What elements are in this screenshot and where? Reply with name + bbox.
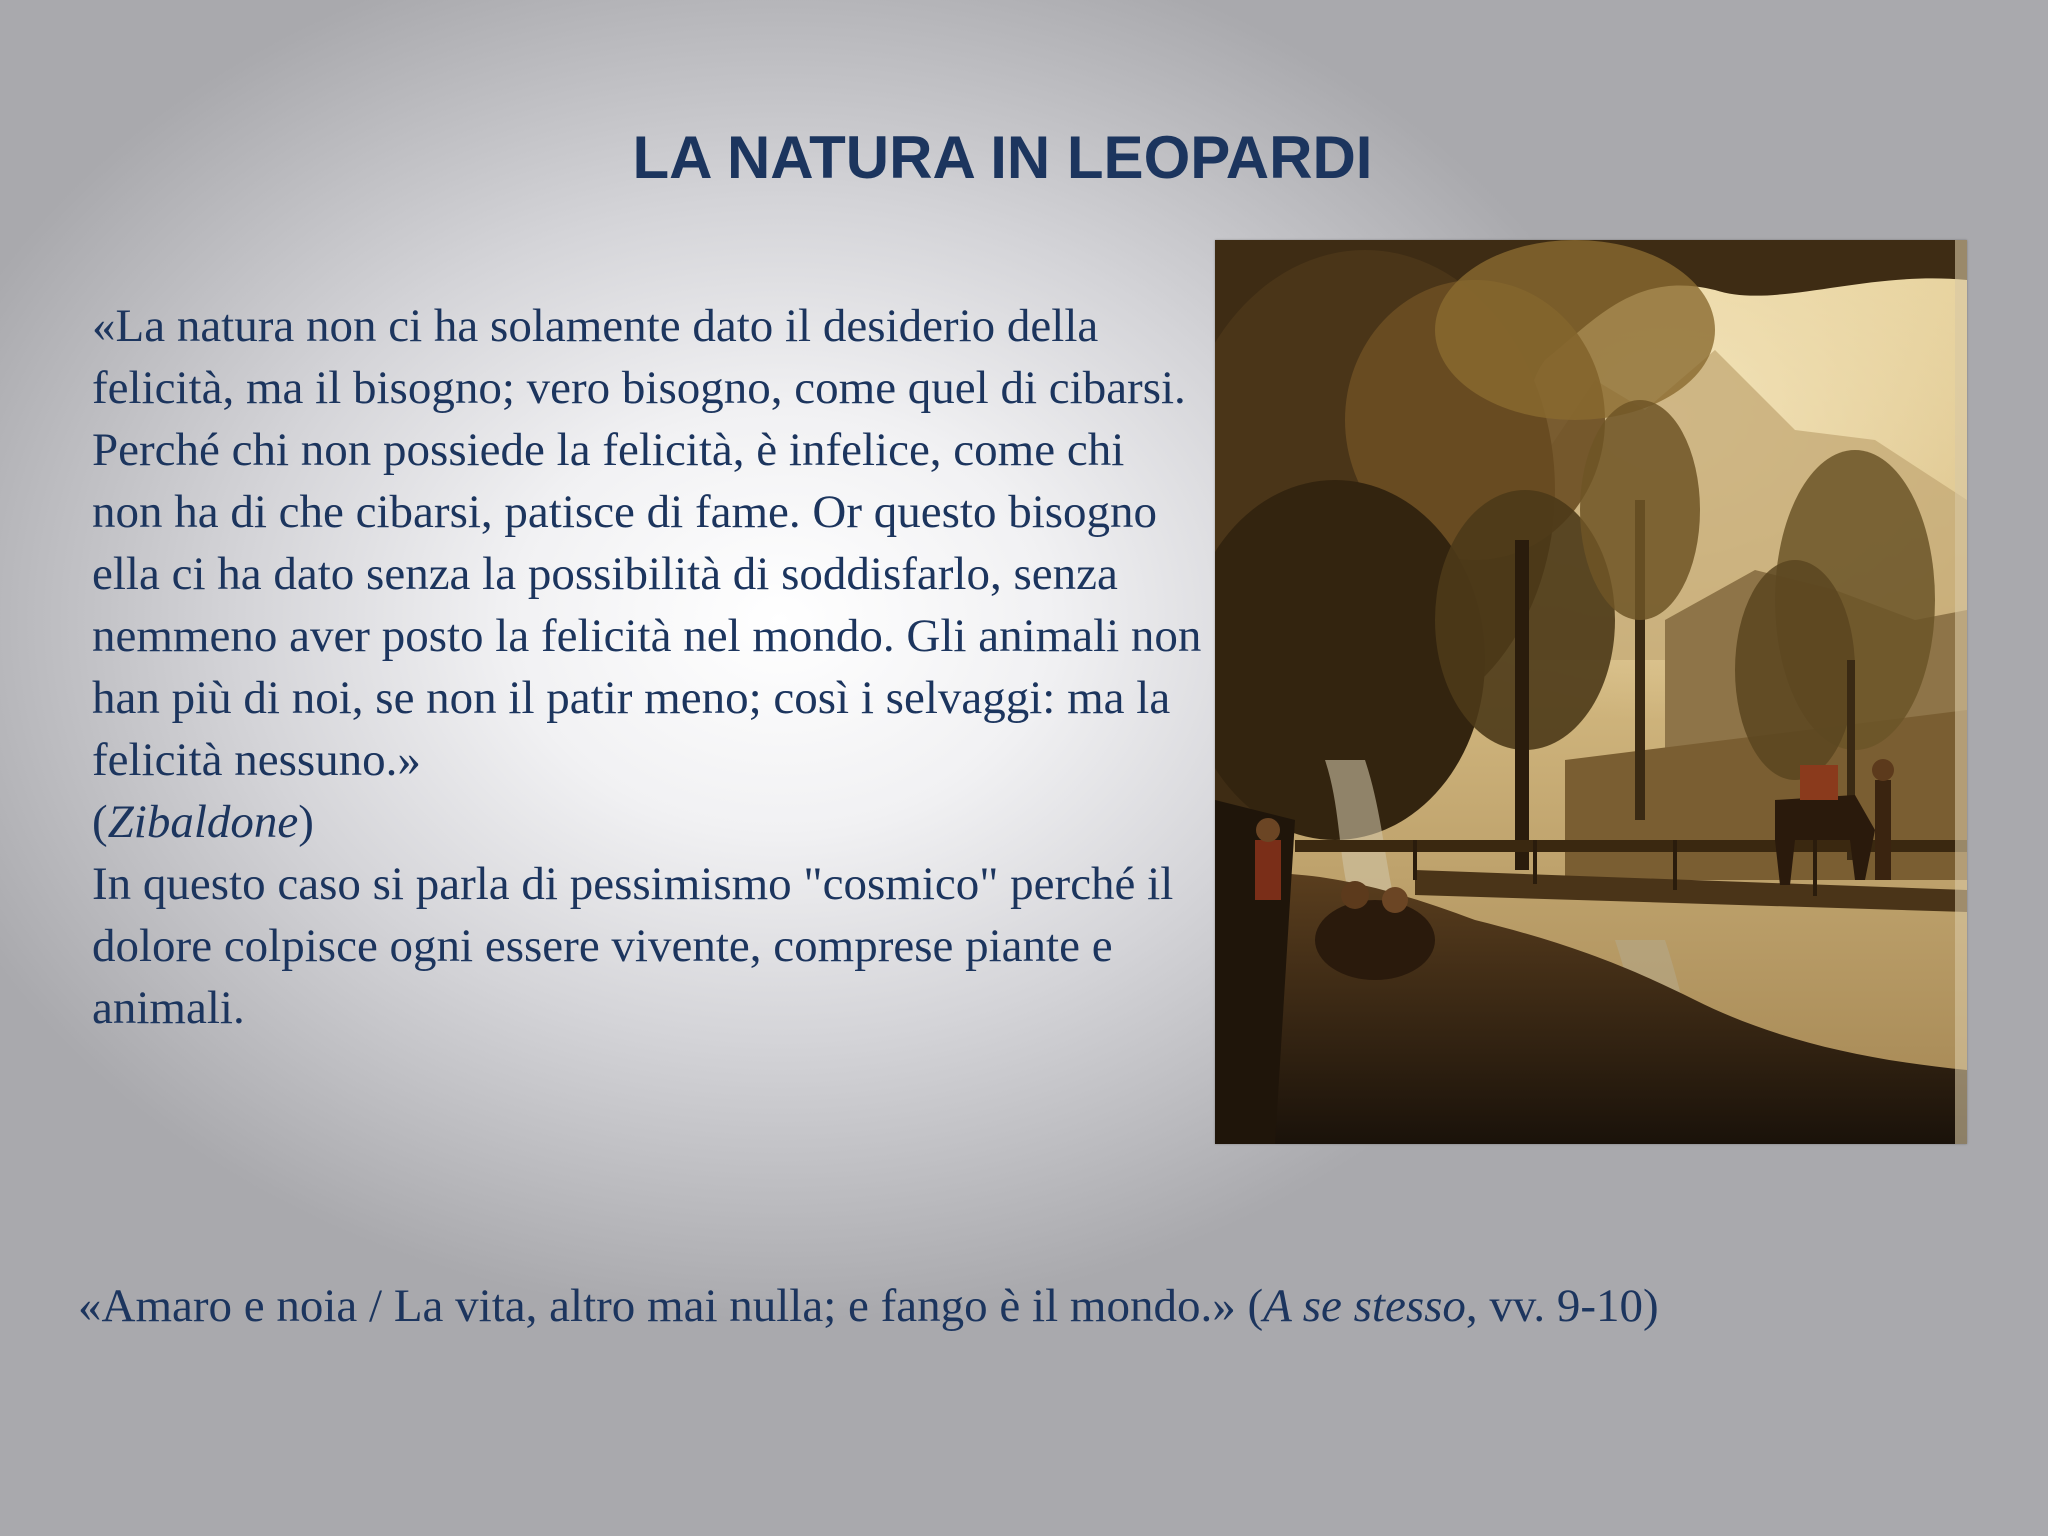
landscape-painting xyxy=(1215,240,1967,1144)
source-open-paren: ( xyxy=(92,796,108,848)
source-close-paren: ) xyxy=(298,796,314,848)
quote-text: «La natura non ci ha solamente dato il desiderio della felicità, ma il bisogno; vero bisogno, come quel di cibarsi. Perché chi non possiede la felicità, è infelice, come chi non ha di che cibarsi, patisce di fame. Or questo bisogno ella ci ha dato senza la possibilità di soddisfarlo, senza nemmeno aver posto la felicità nel mondo. Gli animali non han più di noi, se non il patir meno; così i selvaggi: ma la felicità nessuno.» xyxy=(92,300,1202,786)
commentary-text: In questo caso si parla di pessimismo "cosmico" perché il dolore colpisce ogni essere vivente, comprese piante e animali. xyxy=(92,858,1174,1034)
slide-title: LA NATURA IN LEOPARDI xyxy=(632,124,1373,191)
bottom-quote-text: «Amaro e noia / La vita, altro mai nulla; e fango è il mondo.» ( xyxy=(78,1280,1264,1332)
bottom-quote-source-title: A se stesso xyxy=(1263,1280,1466,1332)
bottom-quote-verses: , vv. 9-10) xyxy=(1465,1280,1659,1332)
zibaldone-quote xyxy=(92,295,1202,853)
source-title: Zibaldone xyxy=(107,796,299,848)
bottom-quote xyxy=(78,1275,2008,1337)
main-text-block xyxy=(92,295,1202,1039)
